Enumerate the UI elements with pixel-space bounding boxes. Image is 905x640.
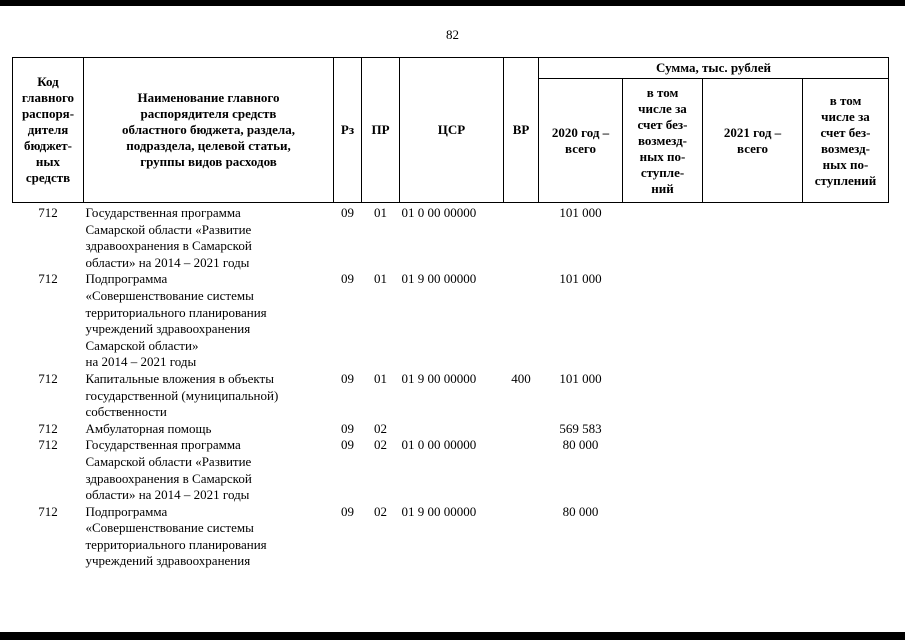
cell-csr: 01 9 00 00000 (401, 271, 477, 287)
table-row (13, 421, 889, 438)
header-code: Код главного распоря- дителя бюджет- ных средств (13, 58, 84, 203)
cell-name: Подпрограмма «Совершенствование системы территориального планирования учреждений здравоохранения (85, 503, 267, 569)
cell-2021-total (703, 437, 803, 503)
header-rz: Рз (334, 58, 362, 203)
top-rule (0, 0, 905, 6)
cell-2020-total: 101 000 (559, 271, 602, 287)
cell-pr: 01 (374, 271, 387, 287)
cell-code: 712 (38, 370, 58, 386)
cell-name: Капитальные вложения в объекты государственной (муниципальной) собственности (85, 370, 279, 420)
header-2021-incl: в том числе за счет без- возмезд- ных по- ступлений (803, 79, 889, 203)
cell-2021-total (703, 504, 803, 570)
cell-rz: 09 (341, 271, 354, 287)
cell-vr (504, 203, 539, 272)
cell-2020-incl (623, 504, 703, 570)
header-vr: ВР (504, 58, 539, 203)
table-row (13, 271, 889, 371)
cell-2021-incl (803, 371, 889, 421)
table-body (13, 203, 889, 571)
cell-name: Государственная программа Самарской области «Развитие здравоохранения в Самарской области» на 2014 – 2021 годы (85, 437, 252, 503)
cell-2020-incl (623, 203, 703, 272)
table-row (13, 437, 889, 503)
header-csr: ЦСР (400, 58, 504, 203)
cell-rz: 09 (341, 370, 354, 386)
table-row (13, 371, 889, 421)
cell-vr (504, 504, 539, 570)
page-number: 82 (446, 27, 459, 42)
cell-code: 712 (38, 503, 58, 519)
cell-2021-incl (803, 437, 889, 503)
cell-csr (400, 421, 504, 438)
cell-vr (504, 271, 539, 371)
cell-pr: 01 (374, 205, 387, 220)
cell-2020-incl (623, 371, 703, 421)
cell-vr (504, 437, 539, 503)
cell-2021-total (703, 371, 803, 421)
cell-2021-incl (803, 504, 889, 570)
cell-csr: 01 0 00 00000 (401, 437, 477, 453)
cell-csr: 01 9 00 00000 (401, 370, 477, 386)
cell-code: 712 (38, 420, 58, 436)
cell-2020-incl (623, 421, 703, 438)
cell-2021-total (703, 203, 803, 272)
cell-2021-total (703, 421, 803, 438)
cell-2020-total: 80 000 (562, 503, 599, 519)
cell-pr: 02 (374, 420, 387, 436)
cell-2020-total: 101 000 (559, 205, 602, 220)
cell-2021-incl (803, 271, 889, 371)
cell-2020-incl (623, 437, 703, 503)
cell-csr: 01 9 00 00000 (401, 503, 477, 519)
cell-rz: 09 (341, 437, 354, 453)
cell-vr (504, 421, 539, 438)
cell-2020-total: 80 000 (562, 437, 599, 453)
header-2020-incl: в том числе за счет без- возмезд- ных по- ступле- ний (623, 79, 703, 203)
cell-2021-incl (803, 421, 889, 438)
cell-code: 712 (38, 437, 58, 453)
cell-2020-total: 101 000 (559, 370, 602, 386)
table-header (13, 58, 889, 203)
cell-2020-total: 569 583 (559, 420, 602, 436)
cell-rz: 09 (341, 420, 354, 436)
budget-table (12, 57, 889, 570)
cell-2021-incl (803, 203, 889, 272)
header-name: Наименование главного распорядителя средств областного бюджета, раздела, подраздела, целевой статьи, группы видов расходов (84, 58, 334, 203)
header-2020-total: 2020 год – всего (539, 79, 623, 203)
cell-vr: 400 (511, 370, 531, 386)
table-row (13, 504, 889, 570)
cell-csr: 01 0 00 00000 (401, 205, 477, 220)
cell-pr: 01 (374, 370, 387, 386)
cell-code: 712 (38, 205, 58, 220)
cell-pr: 02 (374, 503, 387, 519)
header-2021-total: 2021 год – всего (703, 79, 803, 203)
cell-2020-incl (623, 271, 703, 371)
cell-2021-total (703, 271, 803, 371)
cell-name: Подпрограмма «Совершенствование системы территориального планирования учреждений здравоохранения Самарской области» на 2014 – 2021 годы (85, 271, 267, 370)
cell-rz: 09 (341, 205, 354, 220)
cell-rz: 09 (341, 503, 354, 519)
cell-code: 712 (38, 271, 58, 287)
cell-pr: 02 (374, 437, 387, 453)
header-pr: ПР (362, 58, 400, 203)
cell-name: Государственная программа Самарской области «Развитие здравоохранения в Самарской области» на 2014 – 2021 годы (85, 205, 252, 270)
header-sum-group: Сумма, тыс. рублей (539, 58, 889, 79)
bottom-rule (0, 632, 905, 640)
cell-name: Амбулаторная помощь (85, 420, 212, 436)
table-row (13, 203, 889, 272)
